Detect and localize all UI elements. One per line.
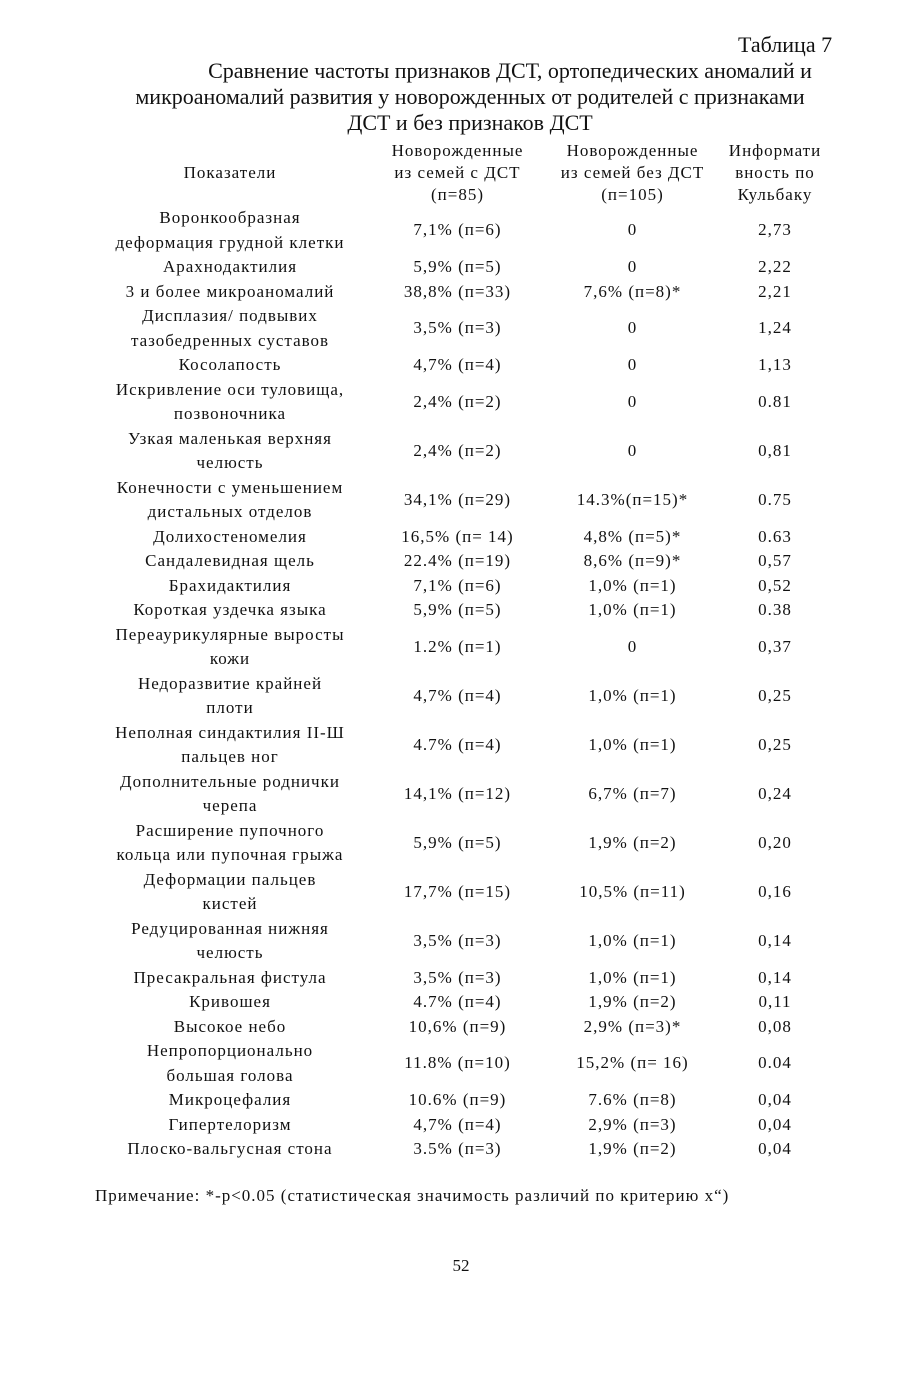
value-kullback: 0,25 bbox=[758, 685, 792, 705]
value-kullback: 0.75 bbox=[758, 489, 792, 509]
table-title bbox=[100, 58, 840, 136]
table-row bbox=[95, 990, 835, 1015]
table-row bbox=[95, 868, 835, 917]
table-row bbox=[95, 966, 835, 991]
value-with-dst: 16,5% (п= 14) bbox=[401, 526, 514, 546]
value-without-dst: 0 bbox=[627, 636, 638, 656]
value-with-dst: 4,7% (п=4) bbox=[413, 355, 502, 374]
value-kullback: 0,04 bbox=[758, 1090, 792, 1109]
row-label: Конечности с уменьшением дистальных отделов bbox=[116, 477, 344, 521]
table-note: Примечание: *-р<0.05 (статистическая значимость различий по критерию х“) bbox=[95, 1186, 730, 1205]
value-kullback: 0,52 bbox=[758, 575, 792, 595]
page-number: 52 bbox=[452, 1256, 470, 1275]
table-row bbox=[95, 427, 835, 476]
row-label: Непропорционально большая голова bbox=[146, 1041, 314, 1085]
comparison-table bbox=[95, 140, 835, 1162]
value-without-dst: 7.6% (п=8) bbox=[588, 1090, 677, 1109]
value-with-dst: 38,8% (п=33) bbox=[403, 281, 512, 301]
row-label: Пресакральная фистула bbox=[133, 967, 327, 987]
table-row bbox=[95, 1015, 835, 1040]
value-kullback: 0,08 bbox=[758, 1016, 792, 1036]
value-with-dst: 3,5% (п=3) bbox=[413, 967, 502, 987]
value-without-dst: 0 bbox=[627, 391, 638, 411]
table-row bbox=[95, 378, 835, 427]
value-without-dst: 1,0% (п=1) bbox=[588, 967, 677, 987]
row-label: Узкая маленькая верхняя челюсть bbox=[128, 428, 332, 472]
table-row bbox=[95, 1113, 835, 1138]
value-with-dst: 5,9% (п=5) bbox=[413, 832, 502, 852]
value-with-dst: 5,9% (п=5) bbox=[413, 257, 502, 276]
value-kullback: 0.38 bbox=[758, 600, 792, 619]
value-kullback: 0,16 bbox=[758, 881, 792, 901]
row-label: Дополнительные роднички черепа bbox=[120, 771, 340, 815]
value-without-dst: 14.3%(п=15)* bbox=[576, 489, 689, 509]
value-without-dst: 1,0% (п=1) bbox=[588, 600, 677, 619]
value-kullback: 0,20 bbox=[758, 832, 792, 852]
value-kullback: 2,21 bbox=[758, 281, 792, 301]
row-label: Арахнодактилия bbox=[162, 257, 298, 276]
table-row bbox=[95, 280, 835, 305]
table-row bbox=[95, 672, 835, 721]
row-label: Дисплазия/ подвывих тазобедренных суставов bbox=[130, 306, 330, 350]
row-label: Микроцефалия bbox=[168, 1090, 292, 1109]
value-with-dst: 10.6% (п=9) bbox=[408, 1090, 507, 1109]
value-without-dst: 2,9% (п=3) bbox=[588, 1114, 677, 1134]
title-line: Сравнение частоты признаков ДСТ, ортопедических аномалий и bbox=[208, 58, 812, 83]
value-with-dst: 2,4% (п=2) bbox=[413, 391, 502, 411]
value-kullback: 1,24 bbox=[758, 318, 792, 338]
value-kullback: 2,22 bbox=[758, 257, 792, 276]
table-row bbox=[95, 549, 835, 574]
row-label: 3 и более микроаномалий bbox=[125, 281, 335, 301]
value-kullback: 0,04 bbox=[758, 1139, 792, 1158]
value-kullback: 0.63 bbox=[758, 526, 792, 546]
header-kullback: Информати вность по Кульбаку bbox=[728, 141, 822, 204]
title-line: ДСТ и без признаков ДСТ bbox=[347, 110, 593, 135]
value-without-dst: 2,9% (п=3)* bbox=[583, 1016, 682, 1036]
value-without-dst: 0 bbox=[627, 440, 638, 460]
value-with-dst: 4,7% (п=4) bbox=[413, 685, 502, 705]
row-label: Долихостеномелия bbox=[153, 526, 307, 546]
table-row bbox=[95, 598, 835, 623]
value-without-dst: 1,9% (п=2) bbox=[588, 832, 677, 852]
value-kullback: 0,24 bbox=[758, 783, 792, 803]
table-row bbox=[95, 917, 835, 966]
row-label: Высокое небо bbox=[173, 1016, 287, 1036]
table-row bbox=[95, 623, 835, 672]
value-without-dst: 0 bbox=[627, 355, 638, 374]
value-without-dst: 1,0% (п=1) bbox=[588, 734, 677, 754]
value-without-dst: 1,0% (п=1) bbox=[588, 575, 677, 595]
value-kullback: 0,37 bbox=[758, 636, 792, 656]
value-without-dst: 6,7% (п=7) bbox=[588, 783, 677, 803]
row-label: Неполная синдактилия II-Ш пальцев ног bbox=[115, 722, 345, 766]
value-kullback: 0,57 bbox=[758, 551, 792, 570]
row-label: Расширение пупочного кольца или пупочная грыжа bbox=[116, 820, 344, 864]
value-kullback: 1,13 bbox=[758, 355, 792, 374]
value-without-dst: 8,6% (п=9)* bbox=[583, 551, 682, 570]
value-kullback: 0,14 bbox=[758, 930, 792, 950]
table-row bbox=[95, 255, 835, 280]
value-without-dst: 1,9% (п=2) bbox=[588, 1139, 677, 1158]
value-with-dst: 4.7% (п=4) bbox=[413, 734, 502, 754]
value-with-dst: 34,1% (п=29) bbox=[403, 489, 512, 509]
value-without-dst: 0 bbox=[627, 257, 638, 276]
value-kullback: 0,81 bbox=[758, 440, 792, 460]
value-with-dst: 4.7% (п=4) bbox=[413, 992, 502, 1011]
value-without-dst: 0 bbox=[627, 318, 638, 338]
table-row bbox=[95, 476, 835, 525]
table-row bbox=[95, 574, 835, 599]
table-row bbox=[95, 525, 835, 550]
table-row bbox=[95, 353, 835, 378]
row-label: Недоразвитие крайней плоти bbox=[137, 673, 323, 717]
header-with-dst: Новорожденные из семей с ДСТ (п=85) bbox=[391, 141, 524, 204]
value-without-dst: 1,9% (п=2) bbox=[588, 992, 677, 1011]
value-without-dst: 10,5% (п=11) bbox=[579, 881, 686, 901]
table-row bbox=[95, 1039, 835, 1088]
value-kullback: 0.81 bbox=[758, 391, 792, 411]
row-label: Гипертелоризм bbox=[168, 1114, 292, 1134]
value-without-dst: 15,2% (п= 16) bbox=[576, 1053, 689, 1073]
row-label: Воронкообразная деформация грудной клетки bbox=[115, 208, 345, 252]
table-row bbox=[95, 770, 835, 819]
value-with-dst: 3,5% (п=3) bbox=[413, 318, 502, 338]
value-with-dst: 3,5% (п=3) bbox=[413, 930, 502, 950]
value-kullback: 0,25 bbox=[758, 734, 792, 754]
header-row bbox=[95, 140, 835, 206]
value-with-dst: 7,1% (п=6) bbox=[413, 575, 502, 595]
value-with-dst: 14,1% (п=12) bbox=[403, 783, 512, 803]
value-without-dst: 0 bbox=[627, 220, 638, 240]
value-with-dst: 11.8% (п=10) bbox=[404, 1053, 511, 1073]
table-label: Таблица 7 bbox=[738, 32, 833, 57]
table-row bbox=[95, 819, 835, 868]
row-label: Редуцированная нижняя челюсть bbox=[131, 918, 329, 962]
value-with-dst: 3.5% (п=3) bbox=[413, 1139, 502, 1158]
title-line: микроаномалий развития у новорожденных от родителей с признаками bbox=[135, 84, 805, 109]
value-with-dst: 17,7% (п=15) bbox=[403, 881, 512, 901]
value-kullback: 0.04 bbox=[758, 1053, 792, 1073]
value-kullback: 2,73 bbox=[758, 220, 792, 240]
row-label: Косолапость bbox=[178, 355, 282, 374]
value-without-dst: 7,6% (п=8)* bbox=[583, 281, 682, 301]
row-label: Искривление оси туловища, позвоночника bbox=[115, 379, 345, 423]
row-label: Брахидактилия bbox=[168, 575, 292, 595]
value-with-dst: 7,1% (п=6) bbox=[413, 220, 502, 240]
value-with-dst: 22.4% (п=19) bbox=[403, 551, 512, 570]
value-with-dst: 2,4% (п=2) bbox=[413, 440, 502, 460]
row-label: Деформации пальцев кистей bbox=[143, 869, 317, 913]
table-row bbox=[95, 1088, 835, 1113]
value-kullback: 0,14 bbox=[758, 967, 792, 987]
value-with-dst: 4,7% (п=4) bbox=[413, 1114, 502, 1134]
row-label: Короткая уздечка языка bbox=[133, 600, 327, 619]
row-label: Переаурикулярные выросты кожи bbox=[115, 624, 345, 668]
value-without-dst: 1,0% (п=1) bbox=[588, 930, 677, 950]
table-row bbox=[95, 1137, 835, 1162]
header-indicators: Показатели bbox=[183, 163, 277, 182]
value-without-dst: 4,8% (п=5)* bbox=[583, 526, 682, 546]
row-label: Кривошея bbox=[189, 992, 271, 1011]
value-with-dst: 10,6% (п=9) bbox=[408, 1016, 507, 1036]
header-without-dst: Новорожденные из семей без ДСТ (п=105) bbox=[560, 141, 705, 204]
value-without-dst: 1,0% (п=1) bbox=[588, 685, 677, 705]
value-kullback: 0,11 bbox=[758, 992, 792, 1011]
row-label: Сандалевидная щель bbox=[145, 551, 315, 570]
row-label: Плоско-вальгусная стона bbox=[127, 1139, 333, 1158]
value-with-dst: 1.2% (п=1) bbox=[413, 636, 502, 656]
value-with-dst: 5,9% (п=5) bbox=[413, 600, 502, 619]
value-kullback: 0,04 bbox=[758, 1114, 792, 1134]
table-row bbox=[95, 721, 835, 770]
table-row bbox=[95, 206, 835, 255]
table-row bbox=[95, 304, 835, 353]
